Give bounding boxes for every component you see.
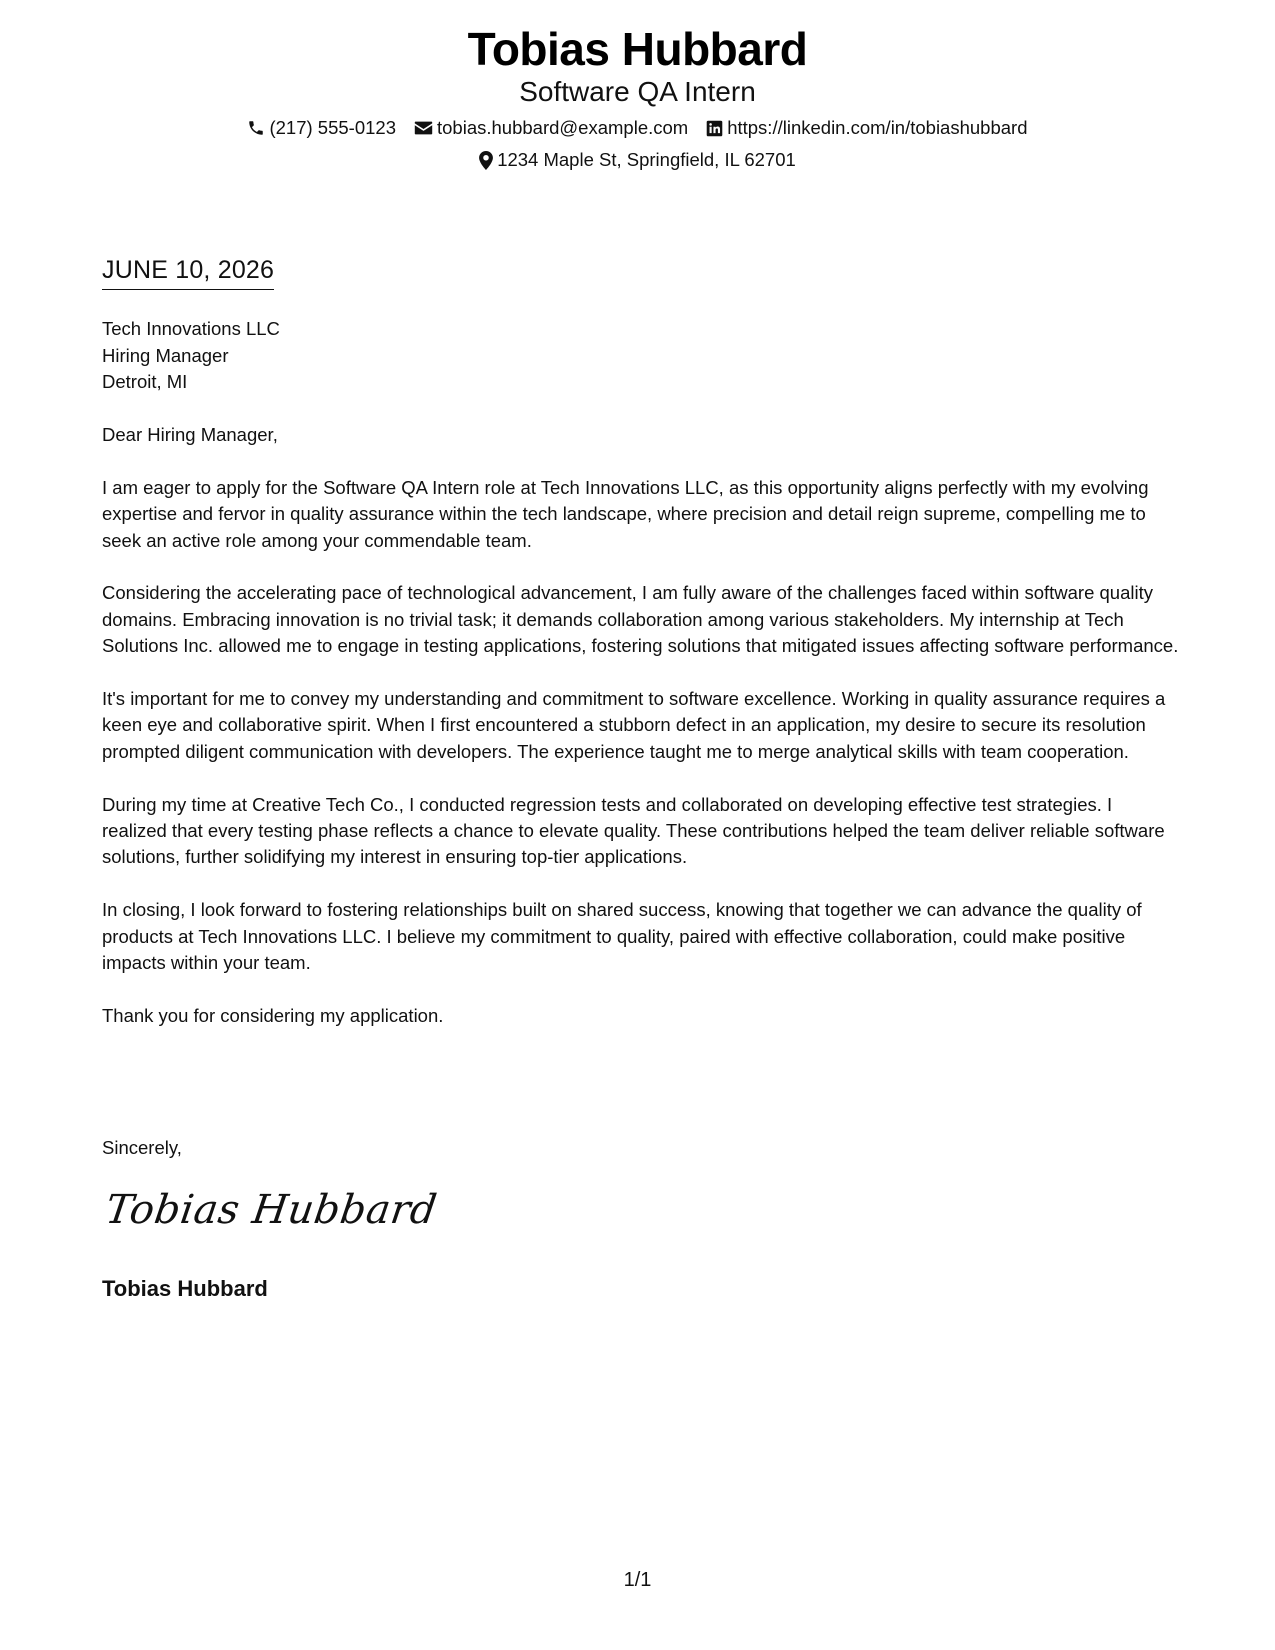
phone-text: (217) 555-0123 (269, 117, 396, 138)
letter-date: JUNE 10, 2026 (102, 255, 274, 290)
body-paragraph: It's important for me to convey my understanding and commitment to software excellence. Working in quality assurance requires a keen eye and collaborative spirit. When I first encountered a stubborn defect in an application, my desire to secure its resolution prompted diligent communication with developers. The experience taught me to merge analytical skills with team cooperation. (102, 688, 1166, 762)
address-text: 1234 Maple St, Springfield, IL 62701 (497, 149, 796, 170)
recipient-company: Tech Innovations LLC (102, 318, 280, 339)
contact-email[interactable] (414, 116, 688, 140)
applicant-name: Tobias Hubbard (467, 23, 808, 75)
linkedin-icon (706, 120, 723, 137)
closing: Sincerely, (102, 1137, 182, 1158)
thanks-line: Thank you for considering my application. (102, 1004, 444, 1026)
recipient-title: Hiring Manager (102, 344, 229, 366)
body-paragraph: I am eager to apply for the Software QA Intern role at Tech Innovations LLC, as this opportunity aligns perfectly with my evolving expertise and fervor in quality assurance within the tech landscape, where precision and detail reign supreme, compelling me to seek an active role among your commendable team. (102, 476, 1149, 551)
contact-row (0, 116, 1275, 140)
signer-name: Tobias Hubbard (102, 1276, 268, 1301)
salutation: Dear Hiring Manager, (102, 424, 278, 445)
contact-address (479, 148, 796, 172)
contact-linkedin[interactable] (706, 116, 1027, 140)
email-link[interactable]: tobias.hubbard@example.com (437, 117, 689, 138)
body-paragraph: Considering the accelerating pace of technological advancement, I am fully aware of the challenges faced within software quality domains. Embracing innovation is no trivial task; it demands collaboration among various stakeholders. My internship at Tech Solutions Inc. allowed me to engage in testing applications, fostering solutions that mitigated issues affecting software performance. (102, 582, 1179, 657)
linkedin-link[interactable]: https://linkedin.com/in/tobiashubbard (727, 117, 1028, 138)
letter-header (0, 22, 1275, 172)
handwritten-signature: Tobias Hubbard (102, 1187, 440, 1233)
body-paragraph: In closing, I look forward to fostering relationships built on shared success, knowing that together we can advance the quality of products at Tech Innovations LLC. I believe my commitment to quality, paired with effective collaboration, could make positive impacts within your team. (102, 899, 1142, 974)
letter-body (102, 422, 1182, 1056)
envelope-icon (414, 120, 433, 136)
contact-phone (247, 116, 396, 140)
body-paragraph: During my time at Creative Tech Co., I conducted regression tests and collaborated on developing effective test strategies. I realized that every testing phase reflects a chance to elevate quality. These contributions helped the team deliver reliable software solutions, further solidifying my interest in ensuring top-tier applications. (102, 793, 1165, 868)
recipient-location: Detroit, MI (102, 371, 188, 392)
address-row (0, 148, 1275, 172)
phone-icon (247, 119, 265, 137)
page-number: 1/1 (623, 1569, 652, 1591)
map-pin-icon (479, 151, 493, 170)
recipient-block (102, 316, 280, 396)
applicant-role: Software QA Intern (519, 76, 756, 107)
